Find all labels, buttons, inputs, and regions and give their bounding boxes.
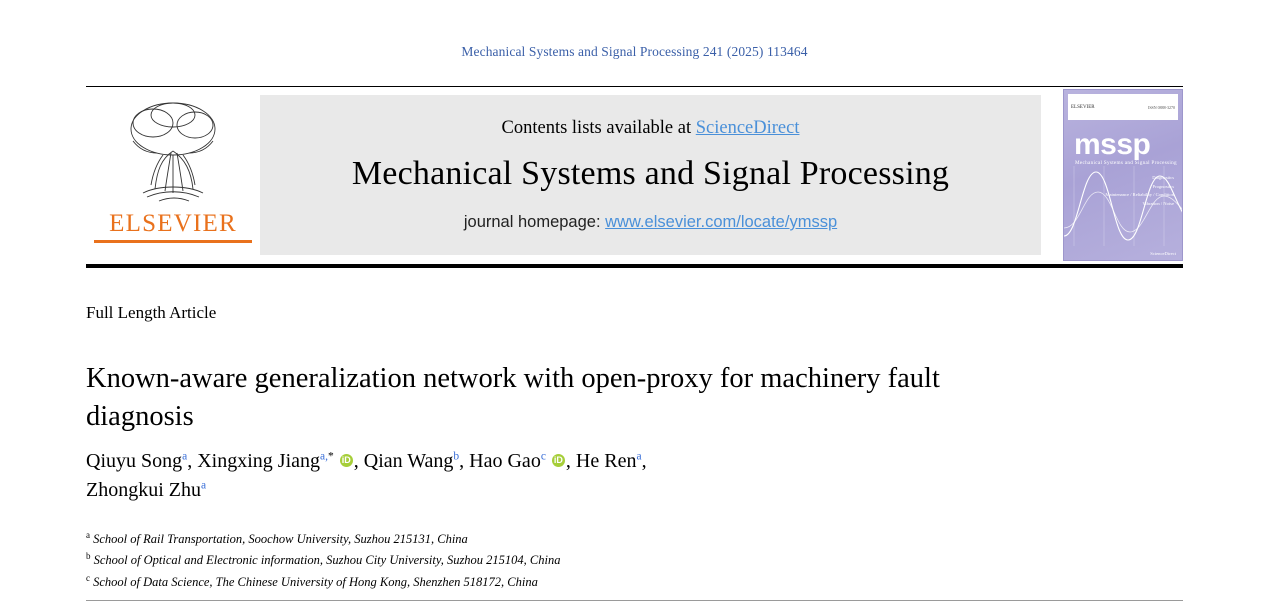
author-list: Qiuyu Song$^a$, Xingxing Jiang$^{a,*}$ iD , Qian Wang$^b$, Hao Gao$^c$ iD , He Ren$^a$, Zhongkui Zhu$^a$ xyxy=(86,450,647,501)
affiliation-item xyxy=(86,549,1086,570)
affiliation-list xyxy=(86,528,1086,592)
contents-prefix: Contents lists available at xyxy=(501,118,696,138)
masthead-bottom-rule xyxy=(86,264,1183,268)
affiliation-text: School of Rail Transportation, Soochow University, Suzhou 215131, China xyxy=(93,532,468,547)
affiliation-item xyxy=(86,571,1086,592)
elsevier-logo-block xyxy=(86,87,260,263)
author-affiliation-marker: b xyxy=(453,450,460,463)
contents-line xyxy=(502,118,800,139)
affiliation-marker: a xyxy=(86,530,90,540)
cover-footer: ScienceDirect xyxy=(1150,251,1176,256)
author-affiliation-marker: c xyxy=(540,450,546,463)
elsevier-tree-icon xyxy=(113,93,233,209)
affiliation-text: School of Data Science, The Chinese University of Hong Kong, Shenzhen 518172, China xyxy=(93,574,538,589)
affiliation-marker: c xyxy=(86,572,90,583)
cover-title: mssp xyxy=(1074,128,1151,161)
elsevier-wordmark: ELSEVIER xyxy=(109,210,237,237)
author-name: Xingxing Jiang xyxy=(197,450,321,472)
cover-section-item: Maintenance / Reliability / Condition xyxy=(1105,192,1174,198)
journal-title: Mechanical Systems and Signal Processing xyxy=(351,155,950,192)
affiliation-text: School of Optical and Electronic information, Suzhou City University, Suzhou 215104, China xyxy=(93,553,561,568)
running-head: Mechanical Systems and Signal Processing 241 (2025) 113464 xyxy=(461,44,808,59)
author-affiliation-marker: a xyxy=(182,450,188,463)
journal-masthead xyxy=(86,86,1183,263)
author-affiliation-marker: a, xyxy=(320,450,328,463)
journal-homepage-link[interactable]: www.elsevier.com/locate/ymssp xyxy=(605,213,838,231)
corresponding-author-marker: * xyxy=(328,450,334,463)
cover-section-item: Vibration / Noise xyxy=(1142,201,1174,207)
orcid-icon[interactable]: iD xyxy=(341,455,351,465)
cover-header-strip xyxy=(1068,94,1178,120)
author-name: Hao Gao xyxy=(469,450,541,472)
cover-section-item: Diagnostics xyxy=(1152,175,1174,180)
author-affiliation-marker: a xyxy=(636,450,642,463)
orcid-icon[interactable]: iD xyxy=(553,455,563,465)
journal-cover-block xyxy=(1041,87,1183,263)
homepage-line xyxy=(464,213,837,232)
author-name: He Ren xyxy=(575,450,637,472)
article-type: Full Length Article xyxy=(86,303,217,322)
author-name: Zhongkui Zhu xyxy=(86,479,201,501)
affiliation-item xyxy=(86,528,1086,549)
cover-waveform-graphic xyxy=(1064,166,1183,246)
author-affiliation-marker: a xyxy=(201,479,207,492)
author-name: Qiuyu Song xyxy=(86,450,183,472)
page-title: Known-aware generalization network with open-proxy for machinery fault diagnosis xyxy=(86,363,940,432)
cover-subtitle: Mechanical Systems and Signal Processing xyxy=(1075,160,1177,166)
cover-section-item: Prognostics xyxy=(1152,183,1174,189)
homepage-prefix: journal homepage: xyxy=(463,213,606,231)
cover-issn: ISSN 0888-3270 xyxy=(1147,104,1175,110)
cover-publisher-label: ELSEVIER xyxy=(1071,104,1095,110)
section-divider xyxy=(86,600,1183,601)
sciencedirect-link[interactable]: ScienceDirect xyxy=(695,118,800,138)
affiliation-marker: b xyxy=(86,551,91,562)
author-name: Qian Wang xyxy=(363,450,454,472)
masthead-center xyxy=(260,95,1041,255)
journal-cover-image xyxy=(1063,89,1183,261)
elsevier-rule xyxy=(94,240,252,243)
